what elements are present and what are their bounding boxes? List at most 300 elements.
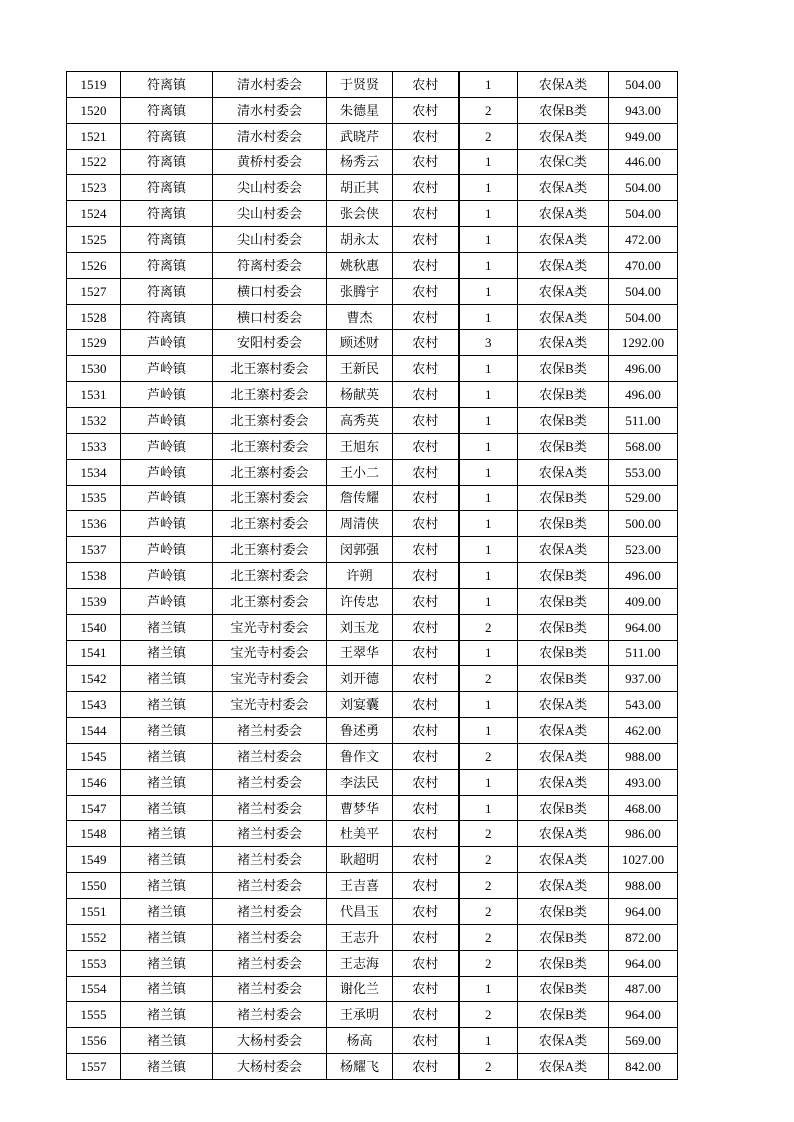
cell-serial-number: 1548: [67, 821, 121, 847]
cell-amount: 504.00: [609, 278, 678, 304]
cell-insurance-category: 农保B类: [518, 1002, 609, 1028]
cell-residence-type: 农村: [393, 175, 459, 201]
cell-residence-type: 农村: [393, 847, 459, 873]
cell-amount: 988.00: [609, 743, 678, 769]
cell-amount: 468.00: [609, 795, 678, 821]
cell-serial-number: 1556: [67, 1028, 121, 1054]
table-row: [67, 72, 678, 98]
table-row: [67, 924, 678, 950]
cell-insurance-category: 农保A类: [518, 304, 609, 330]
cell-town: 褚兰镇: [121, 1002, 213, 1028]
cell-person-name: 顾述财: [327, 330, 393, 356]
cell-town: 符离镇: [121, 201, 213, 227]
cell-insurance-category: 农保A类: [518, 227, 609, 253]
cell-serial-number: 1520: [67, 97, 121, 123]
cell-amount: 964.00: [609, 899, 678, 925]
table-row: [67, 976, 678, 1002]
cell-residence-type: 农村: [393, 382, 459, 408]
cell-amount: 446.00: [609, 149, 678, 175]
cell-residence-type: 农村: [393, 278, 459, 304]
cell-count: 1: [459, 718, 518, 744]
cell-count: 2: [459, 821, 518, 847]
cell-amount: 496.00: [609, 382, 678, 408]
cell-person-name: 胡正其: [327, 175, 393, 201]
cell-village-committee: 横口村委会: [213, 304, 327, 330]
cell-serial-number: 1541: [67, 640, 121, 666]
cell-person-name: 姚秋惠: [327, 252, 393, 278]
cell-count: 2: [459, 1054, 518, 1080]
cell-person-name: 谢化兰: [327, 976, 393, 1002]
cell-amount: 872.00: [609, 924, 678, 950]
cell-village-committee: 尖山村委会: [213, 175, 327, 201]
cell-insurance-category: 农保B类: [518, 666, 609, 692]
cell-amount: 553.00: [609, 459, 678, 485]
cell-serial-number: 1519: [67, 72, 121, 98]
cell-residence-type: 农村: [393, 97, 459, 123]
cell-amount: 569.00: [609, 1028, 678, 1054]
cell-person-name: 杨秀云: [327, 149, 393, 175]
cell-person-name: 詹传耀: [327, 485, 393, 511]
cell-serial-number: 1550: [67, 873, 121, 899]
cell-village-committee: 褚兰村委会: [213, 743, 327, 769]
cell-serial-number: 1542: [67, 666, 121, 692]
cell-count: 1: [459, 485, 518, 511]
cell-village-committee: 尖山村委会: [213, 201, 327, 227]
cell-town: 褚兰镇: [121, 821, 213, 847]
cell-village-committee: 北王寨村委会: [213, 382, 327, 408]
cell-person-name: 王志海: [327, 950, 393, 976]
table-row: [67, 950, 678, 976]
cell-serial-number: 1553: [67, 950, 121, 976]
cell-serial-number: 1527: [67, 278, 121, 304]
cell-serial-number: 1555: [67, 1002, 121, 1028]
table-body: [67, 72, 678, 1080]
cell-town: 符离镇: [121, 227, 213, 253]
cell-residence-type: 农村: [393, 1028, 459, 1054]
table-row: [67, 356, 678, 382]
cell-amount: 949.00: [609, 123, 678, 149]
cell-person-name: 刘开德: [327, 666, 393, 692]
cell-count: 1: [459, 407, 518, 433]
cell-village-committee: 褚兰村委会: [213, 873, 327, 899]
cell-residence-type: 农村: [393, 640, 459, 666]
cell-residence-type: 农村: [393, 149, 459, 175]
cell-person-name: 朱德星: [327, 97, 393, 123]
cell-insurance-category: 农保A类: [518, 769, 609, 795]
cell-count: 1: [459, 563, 518, 589]
cell-residence-type: 农村: [393, 123, 459, 149]
benefits-table: [66, 71, 678, 1080]
cell-person-name: 闵郭强: [327, 537, 393, 563]
cell-residence-type: 农村: [393, 976, 459, 1002]
cell-residence-type: 农村: [393, 899, 459, 925]
cell-village-committee: 符离村委会: [213, 252, 327, 278]
cell-person-name: 王志升: [327, 924, 393, 950]
cell-serial-number: 1547: [67, 795, 121, 821]
table-row: [67, 718, 678, 744]
cell-village-committee: 安阳村委会: [213, 330, 327, 356]
cell-count: 1: [459, 459, 518, 485]
cell-town: 褚兰镇: [121, 743, 213, 769]
cell-residence-type: 农村: [393, 692, 459, 718]
table-row: [67, 382, 678, 408]
cell-residence-type: 农村: [393, 588, 459, 614]
table-row: [67, 1002, 678, 1028]
cell-town: 褚兰镇: [121, 847, 213, 873]
cell-serial-number: 1529: [67, 330, 121, 356]
cell-insurance-category: 农保A类: [518, 175, 609, 201]
cell-person-name: 张腾宇: [327, 278, 393, 304]
cell-amount: 500.00: [609, 511, 678, 537]
cell-serial-number: 1537: [67, 537, 121, 563]
cell-person-name: 杨献英: [327, 382, 393, 408]
cell-insurance-category: 农保A类: [518, 743, 609, 769]
cell-residence-type: 农村: [393, 718, 459, 744]
table-row: [67, 227, 678, 253]
table-row: [67, 873, 678, 899]
cell-town: 褚兰镇: [121, 640, 213, 666]
cell-person-name: 杜美平: [327, 821, 393, 847]
table-row: [67, 201, 678, 227]
cell-insurance-category: 农保A类: [518, 252, 609, 278]
table-row: [67, 614, 678, 640]
cell-serial-number: 1521: [67, 123, 121, 149]
cell-person-name: 王小二: [327, 459, 393, 485]
cell-person-name: 杨耀飞: [327, 1054, 393, 1080]
cell-serial-number: 1557: [67, 1054, 121, 1080]
cell-residence-type: 农村: [393, 1054, 459, 1080]
cell-amount: 964.00: [609, 1002, 678, 1028]
cell-count: 1: [459, 356, 518, 382]
table-row: [67, 149, 678, 175]
cell-amount: 943.00: [609, 97, 678, 123]
cell-serial-number: 1552: [67, 924, 121, 950]
cell-residence-type: 农村: [393, 459, 459, 485]
cell-serial-number: 1535: [67, 485, 121, 511]
cell-count: 1: [459, 588, 518, 614]
cell-person-name: 王新民: [327, 356, 393, 382]
cell-serial-number: 1528: [67, 304, 121, 330]
cell-amount: 504.00: [609, 72, 678, 98]
table-row: [67, 692, 678, 718]
cell-village-committee: 黄桥村委会: [213, 149, 327, 175]
table-row: [67, 407, 678, 433]
cell-town: 芦岭镇: [121, 382, 213, 408]
cell-town: 符离镇: [121, 97, 213, 123]
cell-serial-number: 1545: [67, 743, 121, 769]
cell-residence-type: 农村: [393, 537, 459, 563]
table-row: [67, 1028, 678, 1054]
cell-residence-type: 农村: [393, 563, 459, 589]
cell-residence-type: 农村: [393, 1002, 459, 1028]
cell-village-committee: 清水村委会: [213, 97, 327, 123]
cell-residence-type: 农村: [393, 769, 459, 795]
cell-residence-type: 农村: [393, 252, 459, 278]
cell-insurance-category: 农保A类: [518, 123, 609, 149]
cell-village-committee: 褚兰村委会: [213, 976, 327, 1002]
cell-town: 符离镇: [121, 278, 213, 304]
cell-town: 芦岭镇: [121, 433, 213, 459]
cell-person-name: 代昌玉: [327, 899, 393, 925]
cell-town: 褚兰镇: [121, 1054, 213, 1080]
cell-serial-number: 1536: [67, 511, 121, 537]
cell-person-name: 王旭东: [327, 433, 393, 459]
cell-person-name: 于贤贤: [327, 72, 393, 98]
cell-amount: 988.00: [609, 873, 678, 899]
cell-count: 2: [459, 97, 518, 123]
cell-amount: 964.00: [609, 950, 678, 976]
cell-village-committee: 横口村委会: [213, 278, 327, 304]
cell-village-committee: 北王寨村委会: [213, 485, 327, 511]
cell-person-name: 曹杰: [327, 304, 393, 330]
cell-insurance-category: 农保B类: [518, 924, 609, 950]
cell-amount: 543.00: [609, 692, 678, 718]
cell-insurance-category: 农保A类: [518, 537, 609, 563]
cell-residence-type: 农村: [393, 743, 459, 769]
cell-insurance-category: 农保A类: [518, 201, 609, 227]
cell-amount: 472.00: [609, 227, 678, 253]
cell-insurance-category: 农保A类: [518, 278, 609, 304]
cell-town: 芦岭镇: [121, 485, 213, 511]
cell-town: 褚兰镇: [121, 666, 213, 692]
cell-amount: 1027.00: [609, 847, 678, 873]
cell-insurance-category: 农保B类: [518, 795, 609, 821]
cell-count: 1: [459, 175, 518, 201]
cell-insurance-category: 农保A类: [518, 718, 609, 744]
cell-serial-number: 1526: [67, 252, 121, 278]
cell-amount: 487.00: [609, 976, 678, 1002]
cell-count: 2: [459, 950, 518, 976]
cell-count: 1: [459, 511, 518, 537]
cell-count: 1: [459, 537, 518, 563]
cell-insurance-category: 农保A类: [518, 72, 609, 98]
cell-town: 符离镇: [121, 252, 213, 278]
cell-village-committee: 宝光寺村委会: [213, 692, 327, 718]
cell-village-committee: 大杨村委会: [213, 1054, 327, 1080]
cell-residence-type: 农村: [393, 227, 459, 253]
cell-count: 2: [459, 847, 518, 873]
table-row: [67, 330, 678, 356]
cell-person-name: 高秀英: [327, 407, 393, 433]
cell-residence-type: 农村: [393, 511, 459, 537]
cell-town: 符离镇: [121, 304, 213, 330]
cell-insurance-category: 农保B类: [518, 563, 609, 589]
cell-village-committee: 北王寨村委会: [213, 459, 327, 485]
cell-count: 2: [459, 1002, 518, 1028]
cell-village-committee: 宝光寺村委会: [213, 666, 327, 692]
cell-town: 符离镇: [121, 175, 213, 201]
cell-person-name: 刘宴囊: [327, 692, 393, 718]
table-row: [67, 743, 678, 769]
table-row: [67, 666, 678, 692]
cell-amount: 496.00: [609, 563, 678, 589]
table-row: [67, 537, 678, 563]
cell-residence-type: 农村: [393, 72, 459, 98]
cell-person-name: 胡永太: [327, 227, 393, 253]
cell-serial-number: 1538: [67, 563, 121, 589]
cell-insurance-category: 农保A类: [518, 821, 609, 847]
cell-person-name: 鲁作文: [327, 743, 393, 769]
cell-village-committee: 北王寨村委会: [213, 356, 327, 382]
cell-town: 芦岭镇: [121, 588, 213, 614]
cell-count: 2: [459, 614, 518, 640]
cell-village-committee: 北王寨村委会: [213, 407, 327, 433]
cell-town: 褚兰镇: [121, 873, 213, 899]
cell-insurance-category: 农保A类: [518, 873, 609, 899]
cell-town: 褚兰镇: [121, 1028, 213, 1054]
cell-insurance-category: 农保B类: [518, 407, 609, 433]
table-row: [67, 485, 678, 511]
cell-insurance-category: 农保B类: [518, 899, 609, 925]
cell-serial-number: 1549: [67, 847, 121, 873]
cell-serial-number: 1554: [67, 976, 121, 1002]
cell-person-name: 李法民: [327, 769, 393, 795]
cell-village-committee: 清水村委会: [213, 72, 327, 98]
table-row: [67, 563, 678, 589]
table-row: [67, 304, 678, 330]
cell-insurance-category: 农保C类: [518, 149, 609, 175]
cell-serial-number: 1544: [67, 718, 121, 744]
cell-village-committee: 褚兰村委会: [213, 718, 327, 744]
cell-count: 2: [459, 873, 518, 899]
cell-town: 符离镇: [121, 123, 213, 149]
cell-village-committee: 褚兰村委会: [213, 821, 327, 847]
cell-amount: 937.00: [609, 666, 678, 692]
cell-person-name: 张会侠: [327, 201, 393, 227]
cell-residence-type: 农村: [393, 924, 459, 950]
cell-count: 1: [459, 278, 518, 304]
cell-village-committee: 宝光寺村委会: [213, 640, 327, 666]
table-row: [67, 123, 678, 149]
cell-count: 1: [459, 1028, 518, 1054]
cell-insurance-category: 农保A类: [518, 1054, 609, 1080]
cell-person-name: 杨高: [327, 1028, 393, 1054]
cell-person-name: 耿超明: [327, 847, 393, 873]
cell-count: 1: [459, 795, 518, 821]
cell-town: 芦岭镇: [121, 459, 213, 485]
cell-amount: 504.00: [609, 201, 678, 227]
cell-count: 2: [459, 899, 518, 925]
cell-insurance-category: 农保A类: [518, 692, 609, 718]
cell-serial-number: 1533: [67, 433, 121, 459]
cell-amount: 511.00: [609, 407, 678, 433]
table-row: [67, 252, 678, 278]
cell-count: 1: [459, 304, 518, 330]
cell-village-committee: 北王寨村委会: [213, 433, 327, 459]
cell-amount: 470.00: [609, 252, 678, 278]
cell-town: 芦岭镇: [121, 511, 213, 537]
cell-count: 2: [459, 666, 518, 692]
table-row: [67, 278, 678, 304]
cell-town: 芦岭镇: [121, 563, 213, 589]
cell-town: 芦岭镇: [121, 537, 213, 563]
cell-town: 褚兰镇: [121, 614, 213, 640]
cell-amount: 504.00: [609, 304, 678, 330]
cell-insurance-category: 农保B类: [518, 433, 609, 459]
table-row: [67, 175, 678, 201]
cell-village-committee: 大杨村委会: [213, 1028, 327, 1054]
cell-serial-number: 1540: [67, 614, 121, 640]
cell-serial-number: 1525: [67, 227, 121, 253]
cell-amount: 504.00: [609, 175, 678, 201]
table-row: [67, 640, 678, 666]
cell-residence-type: 农村: [393, 407, 459, 433]
cell-town: 褚兰镇: [121, 692, 213, 718]
cell-town: 褚兰镇: [121, 924, 213, 950]
cell-village-committee: 北王寨村委会: [213, 537, 327, 563]
cell-insurance-category: 农保B类: [518, 485, 609, 511]
cell-count: 2: [459, 123, 518, 149]
cell-residence-type: 农村: [393, 873, 459, 899]
cell-town: 褚兰镇: [121, 950, 213, 976]
cell-person-name: 武晓芹: [327, 123, 393, 149]
cell-serial-number: 1539: [67, 588, 121, 614]
cell-town: 芦岭镇: [121, 330, 213, 356]
cell-village-committee: 褚兰村委会: [213, 899, 327, 925]
cell-amount: 986.00: [609, 821, 678, 847]
cell-residence-type: 农村: [393, 821, 459, 847]
cell-town: 芦岭镇: [121, 407, 213, 433]
cell-amount: 1292.00: [609, 330, 678, 356]
cell-count: 1: [459, 976, 518, 1002]
table-row: [67, 588, 678, 614]
cell-count: 1: [459, 769, 518, 795]
cell-insurance-category: 农保B类: [518, 382, 609, 408]
cell-person-name: 鲁述勇: [327, 718, 393, 744]
cell-town: 芦岭镇: [121, 356, 213, 382]
cell-count: 3: [459, 330, 518, 356]
cell-serial-number: 1532: [67, 407, 121, 433]
cell-amount: 409.00: [609, 588, 678, 614]
cell-person-name: 许朔: [327, 563, 393, 589]
cell-village-committee: 褚兰村委会: [213, 847, 327, 873]
cell-person-name: 王承明: [327, 1002, 393, 1028]
table-row: [67, 459, 678, 485]
cell-insurance-category: 农保B类: [518, 588, 609, 614]
cell-town: 褚兰镇: [121, 976, 213, 1002]
cell-village-committee: 褚兰村委会: [213, 795, 327, 821]
table-row: [67, 1054, 678, 1080]
cell-residence-type: 农村: [393, 485, 459, 511]
cell-count: 1: [459, 692, 518, 718]
cell-count: 1: [459, 149, 518, 175]
cell-town: 褚兰镇: [121, 769, 213, 795]
cell-serial-number: 1531: [67, 382, 121, 408]
cell-amount: 496.00: [609, 356, 678, 382]
cell-amount: 493.00: [609, 769, 678, 795]
cell-count: 1: [459, 72, 518, 98]
table-row: [67, 511, 678, 537]
cell-serial-number: 1551: [67, 899, 121, 925]
table-row: [67, 769, 678, 795]
cell-insurance-category: 农保A类: [518, 330, 609, 356]
cell-village-committee: 褚兰村委会: [213, 924, 327, 950]
cell-person-name: 王吉喜: [327, 873, 393, 899]
cell-person-name: 周清侠: [327, 511, 393, 537]
cell-person-name: 刘玉龙: [327, 614, 393, 640]
cell-insurance-category: 农保A类: [518, 459, 609, 485]
cell-residence-type: 农村: [393, 330, 459, 356]
cell-amount: 511.00: [609, 640, 678, 666]
cell-insurance-category: 农保B类: [518, 97, 609, 123]
table-row: [67, 821, 678, 847]
cell-count: 2: [459, 924, 518, 950]
cell-village-committee: 宝光寺村委会: [213, 614, 327, 640]
cell-town: 褚兰镇: [121, 718, 213, 744]
cell-amount: 568.00: [609, 433, 678, 459]
cell-serial-number: 1534: [67, 459, 121, 485]
cell-person-name: 王翠华: [327, 640, 393, 666]
